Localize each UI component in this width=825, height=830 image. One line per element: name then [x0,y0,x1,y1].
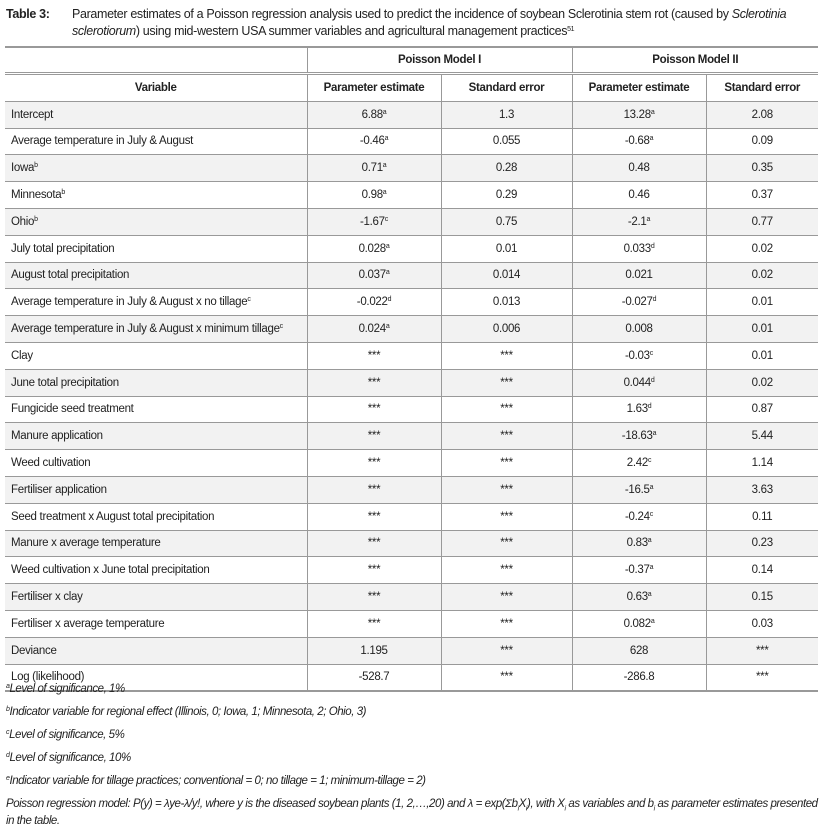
m2-estimate-cell: -2.1$^a$ [572,208,706,235]
m1-se-cell: 0.28 [441,155,572,182]
model-note: Poisson regression model: P(y) = λye-λ/y!, where y is the diseased soybean plants (1, 2,…,20) and $\lambda = \exp(\Sigma b_iX_i)$, with $X_i$ as variables and $b_i$ as parameter estimates presented in the table. [6,798,818,827]
m1-estimate-cell: *** [307,503,441,530]
m2-se-cell: 0.03 [706,610,818,637]
m2-se-cell: 0.23 [706,530,818,557]
table-row [5,530,818,557]
m1-estimate-cell: *** [307,342,441,369]
m2-estimate-cell: -0.68$^a$ [572,128,706,155]
m2-estimate-cell: -286.8 [572,664,706,691]
m2-se-cell: 0.11 [706,503,818,530]
table-caption [6,6,818,40]
caption-reference: 51 [567,26,575,33]
m2-estimate-header: Parameter estimate [572,74,706,102]
variable-cell: Seed treatment x August total precipitation [5,503,307,530]
m2-estimate-cell: -0.027$^d$ [572,289,706,316]
variable-cell: Minnesota$^b$ [5,182,307,209]
m1-estimate-cell: -528.7 [307,664,441,691]
m2-se-cell: 2.08 [706,101,818,128]
table-row [5,369,818,396]
m2-se-cell: *** [706,664,818,691]
variable-cell: Average temperature in July & August x minimum tillage$^c$ [5,316,307,343]
table-row [5,423,818,450]
m2-se-cell: 0.02 [706,369,818,396]
variable-cell: Weed cultivation x June total precipitation [5,557,307,584]
m1-estimate-cell: *** [307,610,441,637]
m1-estimate-cell: 0.024$^a$ [307,316,441,343]
m1-estimate-cell: 6.88$^a$ [307,101,441,128]
m2-estimate-cell: 628 [572,637,706,664]
empty-header [5,47,307,74]
m2-se-cell: 0.09 [706,128,818,155]
variable-cell: Fertiliser application [5,476,307,503]
m1-estimate-cell: -0.022$^d$ [307,289,441,316]
variable-cell: Fertiliser x average temperature [5,610,307,637]
m2-estimate-cell: 13.28$^a$ [572,101,706,128]
variable-cell: Manure application [5,423,307,450]
variable-cell: Fertiliser x clay [5,584,307,611]
footnote: $^c$Level of significance, 5% [6,729,125,741]
m1-estimate-cell: 0.028$^a$ [307,235,441,262]
footnote: $^b$Indicator variable for regional effect (Illinois, 0; Iowa, 1; Minnesota, 2; Ohio, 3) [6,706,367,718]
m1-estimate-cell: *** [307,450,441,477]
variable-cell: Average temperature in July & August x no tillage$^c$ [5,289,307,316]
m1-estimate-cell: *** [307,423,441,450]
table-row [5,316,818,343]
m1-estimate-cell: *** [307,557,441,584]
m1-estimate-cell: -0.46$^a$ [307,128,441,155]
m2-se-cell: 1.14 [706,450,818,477]
m2-se-cell: *** [706,637,818,664]
model-1-header: Poisson Model I [307,47,572,74]
variable-cell: Intercept [5,101,307,128]
m1-se-cell: *** [441,637,572,664]
table-row [5,450,818,477]
m1-se-cell: 0.29 [441,182,572,209]
m2-se-cell: 5.44 [706,423,818,450]
variable-cell: Iowa$^b$ [5,155,307,182]
variable-cell: June total precipitation [5,369,307,396]
m2-estimate-cell: -0.37$^a$ [572,557,706,584]
m1-se-cell: *** [441,396,572,423]
column-header-row [5,74,818,102]
m2-estimate-cell: 1.63$^d$ [572,396,706,423]
m1-se-cell: *** [441,584,572,611]
table-row [5,182,818,209]
m2-se-header: Standard error [706,74,818,102]
m1-se-cell: 0.013 [441,289,572,316]
m2-se-cell: 0.14 [706,557,818,584]
table-row [5,476,818,503]
m1-estimate-cell: 0.98$^a$ [307,182,441,209]
table-row [5,262,818,289]
variable-cell: August total precipitation [5,262,307,289]
model-header-row [5,47,818,74]
table-row [5,557,818,584]
m1-se-cell: *** [441,423,572,450]
footnote: $^e$Indicator variable for tillage practices; conventional = 0; no tillage = 1; minimum-tillage = 2) [6,775,426,787]
table-row [5,342,818,369]
m2-estimate-cell: 0.48 [572,155,706,182]
model-2-header: Poisson Model II [572,47,818,74]
variable-cell: Ohio$^b$ [5,208,307,235]
m2-se-cell: 0.01 [706,342,818,369]
m1-se-cell: *** [441,503,572,530]
m1-estimate-cell: *** [307,476,441,503]
m2-estimate-cell: 0.008 [572,316,706,343]
variable-cell: Fungicide seed treatment [5,396,307,423]
m1-se-cell: 0.006 [441,316,572,343]
m1-se-cell: *** [441,450,572,477]
table-footnotes [6,678,818,830]
m1-se-cell: 0.75 [441,208,572,235]
m1-se-cell: 0.055 [441,128,572,155]
m2-estimate-cell: 0.021 [572,262,706,289]
table-row [5,128,818,155]
caption-text [72,6,818,40]
m1-estimate-cell: 1.195 [307,637,441,664]
m1-se-cell: *** [441,342,572,369]
variable-cell: Weed cultivation [5,450,307,477]
m1-estimate-cell: *** [307,584,441,611]
table-row [5,208,818,235]
table-row [5,503,818,530]
m2-estimate-cell: -16.5$^a$ [572,476,706,503]
table-label: Table 3: [6,7,50,21]
m1-estimate-cell: *** [307,369,441,396]
m1-se-cell: *** [441,369,572,396]
m1-se-cell: *** [441,476,572,503]
m2-estimate-cell: -18.63$^a$ [572,423,706,450]
m1-se-cell: *** [441,557,572,584]
caption-species: Sclerotinia sclerotiorum [72,7,787,38]
m2-estimate-cell: 0.082$^a$ [572,610,706,637]
m2-se-cell: 0.02 [706,262,818,289]
table-row [5,101,818,128]
m1-se-cell: *** [441,610,572,637]
variable-cell: Average temperature in July & August [5,128,307,155]
m1-estimate-cell: -1.67$^c$ [307,208,441,235]
variable-cell: Log (likelihood) [5,664,307,691]
variable-header: Variable [5,74,307,102]
m2-se-cell: 0.02 [706,235,818,262]
table-row [5,235,818,262]
m1-se-cell: *** [441,664,572,691]
m1-estimate-cell: 0.71$^a$ [307,155,441,182]
variable-cell: Manure x average temperature [5,530,307,557]
m2-estimate-cell: 2.42$^c$ [572,450,706,477]
m1-estimate-cell: *** [307,530,441,557]
variable-cell: Deviance [5,637,307,664]
table-row [5,396,818,423]
m1-se-header: Standard error [441,74,572,102]
m2-se-cell: 0.01 [706,316,818,343]
m1-estimate-header: Parameter estimate [307,74,441,102]
m1-se-cell: 0.01 [441,235,572,262]
variable-cell: July total precipitation [5,235,307,262]
caption-part: Parameter estimates of a Poisson regression analysis used to predict the incidence of soybean Sclerotinia stem rot (caused by [72,7,732,21]
table-row [5,637,818,664]
m2-estimate-cell: -0.24$^c$ [572,503,706,530]
m2-se-cell: 3.63 [706,476,818,503]
variable-cell: Clay [5,342,307,369]
table-row [5,155,818,182]
m1-se-cell: 0.014 [441,262,572,289]
m2-se-cell: 0.37 [706,182,818,209]
m1-se-cell: *** [441,530,572,557]
table-row [5,289,818,316]
m2-se-cell: 0.87 [706,396,818,423]
footnote: $^a$Level of significance, 1% [6,683,125,695]
m2-se-cell: 0.01 [706,289,818,316]
m2-estimate-cell: 0.83$^a$ [572,530,706,557]
m1-estimate-cell: *** [307,396,441,423]
m2-se-cell: 0.35 [706,155,818,182]
m2-estimate-cell: 0.044$^d$ [572,369,706,396]
m2-estimate-cell: 0.46 [572,182,706,209]
table-row [5,584,818,611]
m2-se-cell: 0.77 [706,208,818,235]
m2-se-cell: 0.15 [706,584,818,611]
caption-part: ) using mid-western USA summer variables and agricultural management practices [135,24,568,38]
m2-estimate-cell: -0.03$^c$ [572,342,706,369]
table-row [5,610,818,637]
m2-estimate-cell: 0.63$^a$ [572,584,706,611]
footnote: $^d$Level of significance, 10% [6,752,131,764]
m1-estimate-cell: 0.037$^a$ [307,262,441,289]
parameter-estimates-table [5,46,818,692]
m2-estimate-cell: 0.033$^d$ [572,235,706,262]
m1-se-cell: 1.3 [441,101,572,128]
